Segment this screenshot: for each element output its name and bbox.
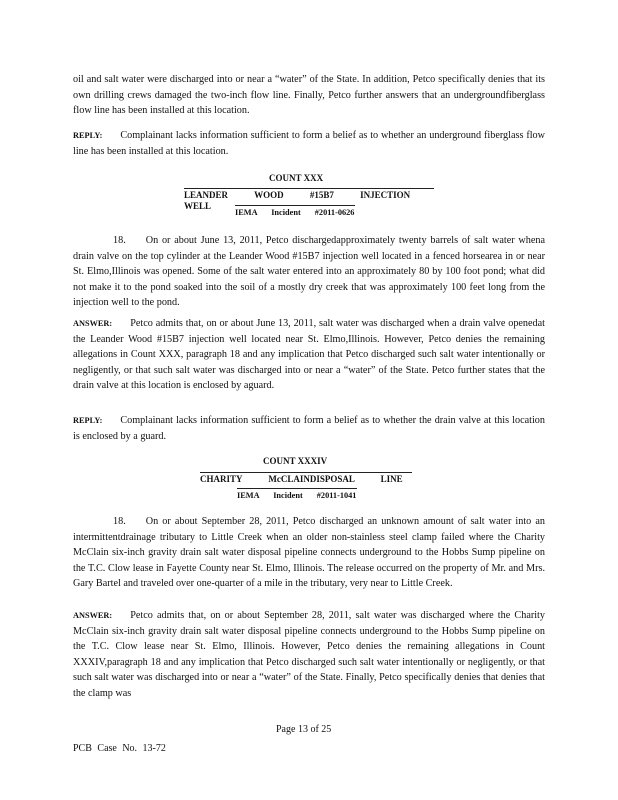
- reply-paragraph: REPLY: Complainant lacks information sufficient to form a belief as to whether an underground fiberglass flow line has been installed at this location.: [73, 130, 545, 157]
- iema-incident: IEMA Incident #2011-0626: [235, 205, 355, 218]
- iema-incident: IEMA Incident #2011-1041: [237, 488, 357, 501]
- case-number: PCB Case No. 13-72: [73, 743, 166, 754]
- page-number: Page 13 of 25: [276, 724, 332, 735]
- reply-label: REPLY:: [73, 131, 103, 140]
- answer-paragraph: ANSWER: Petco admits that, on or about September 28, 2011, salt water was discharged where the Charity McClain six-inch gravity drain salt water disposal pipeline connects underground to the Hobbs Sump pipeline on the T.C. Clow lease near St. Elmo, Illinois. However, Petco denies the remaining allegations in Count XXXIV,paragraph 18 and any implication that Petco discharged such salt water intentionally or negligently, or that such salt water was discharged into or near a “water” of the State. Finally, Petco specifically denies that denies that the clamp was: [73, 610, 545, 699]
- count-subheading: CHARITY McCLAINDISPOSAL LINE: [200, 472, 412, 485]
- count-heading: COUNT XXX: [269, 173, 324, 183]
- count-heading: COUNT XXXIV: [263, 456, 328, 466]
- count-subheading: LEANDER WOOD #15B7 INJECTION WELL: [184, 188, 434, 212]
- answer-paragraph: ANSWER: Petco admits that, on or about June 13, 2011, salt water was discharged when a drain valve openedat the Leander Wood #15B7 injection well located near St. Elmo,Illinois. However, Petco denies the remaining allegations in Count XXX, paragraph 18 and any implication that Petco discharged such salt water intentionally or negligently, or that such salt water was discharged into or near a “water” of the State. Petco further states that the drain valve at this location is enclosed by aguard.: [73, 318, 545, 392]
- numbered-paragraph: 18. On or about June 13, 2011, Petco dischargedapproximately twenty barrels of salt water whena drain valve on the top cylinder at the Leander Wood #15B7 injection well located in a fenced horsearea in or near St. Elmo,Illinois was opened. Some of the salt water entered into an approximately 80 by 100 foot pond; what did not make it to the pond soaked into the soil of a mostly dry creek that was approximately 100 feet long from the injection well to the pond.: [73, 235, 545, 309]
- numbered-paragraph: 18. On or about September 28, 2011, Petco discharged an unknown amount of salt water into an intermittentdrainage tributary to Little Creek when an older non-stainless steel clamp failed where the Charity McClain six-inch gravity drain salt water disposal pipeline connects underground to the Hobbs Sump pipeline on the T.C. Clow lease in Fayette County near St. Elmo, Illinois. The release occurred on the property of Mr. and Mrs. Gary Bartel and traveled over one-quarter of a mile in the tributary, very near to Little Creek.: [73, 516, 545, 590]
- reply-label: REPLY:: [73, 416, 103, 425]
- answer-label: ANSWER:: [73, 319, 113, 328]
- reply-paragraph: REPLY: Complainant lacks information sufficient to form a belief as to whether the drain valve at this location is enclosed by a guard.: [73, 415, 545, 442]
- paragraph-continued: oil and salt water were discharged into or near a “water” of the State. In addition, Petco specifically denies that its own drilling crews damaged the two-inch flow line. Finally, Petco further answers that an undergroundfiberglass flow line has been installed at this location.: [73, 74, 545, 117]
- answer-label: ANSWER:: [73, 611, 113, 620]
